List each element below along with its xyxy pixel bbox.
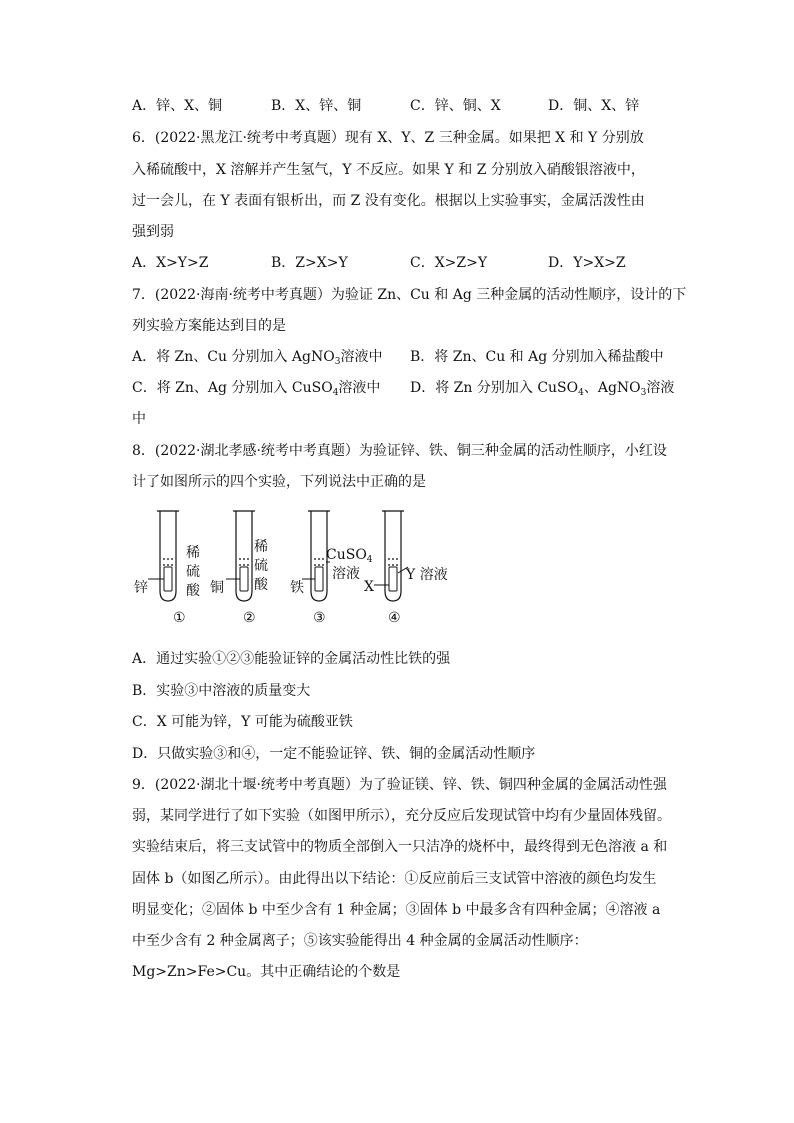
- tube-1-metal-label: 锌: [134, 580, 148, 596]
- test-tube-1: [148, 511, 179, 601]
- q7-options-row-2: [132, 378, 675, 398]
- tube-2-solution-label-2: 硫: [254, 558, 268, 574]
- q5-option-b: B．X、锌、铜: [271, 98, 362, 114]
- q7-option-b: B．将 Zn、Cu 和 Ag 分别加入稀盐酸中: [410, 349, 664, 365]
- q6-stem-line-3: 过一会儿，在 Y 表面有银析出，而 Z 没有变化。根据以上实验事实，金属活泼性由: [132, 193, 645, 209]
- q5-option-d: D．铜、X、锌: [548, 98, 640, 114]
- tube-1-number: ①: [173, 610, 186, 626]
- q8-option-b: B．实验③中溶液的质量变大: [132, 683, 311, 699]
- q5-option-c: C．锌、铜、X: [410, 98, 501, 114]
- q6-stem-line-1: 6．(2022·黑龙江·统考中考真题）现有 X、Y、Z 三种金属。如果把 X 和 Y 分别放: [132, 130, 644, 146]
- q7-stem-line-1: 7．(2022·海南·统考中考真题）为验证 Zn、Cu 和 Ag 三种金属的活动性顺序，设计的下: [132, 287, 687, 303]
- q7-option-d-continuation: 中: [132, 411, 146, 427]
- tube-2-solution-label-1: 稀: [254, 539, 268, 555]
- tube-3-solution-label-1: CuSO$_4$: [326, 547, 373, 565]
- q7-stem-line-2: 列实验方案能达到目的是: [132, 318, 286, 334]
- q8-option-d: D．只做实验③和④，一定不能验证锌、铁、铜的金属活动性顺序: [132, 746, 536, 762]
- tube-2-metal-label: 铜: [210, 580, 224, 596]
- q6-options: [132, 253, 672, 273]
- tube-1-solution-label-3: 酸: [186, 583, 200, 599]
- tube-4-solution-label: Y 溶液: [406, 567, 448, 583]
- tube-3-metal-label: 铁: [290, 580, 304, 596]
- tube-3-solution-label-2: 溶液: [332, 566, 360, 582]
- tube-4-number: ④: [388, 610, 401, 626]
- q8-stem-line-1: 8．(2022·湖北孝感·统考中考真题）为验证锌、铁、铜三种金属的活动性顺序，小红设: [132, 443, 667, 459]
- q7-option-c: C．将 Zn、Ag 分别加入 CuSO$_4$溶液中: [132, 380, 381, 398]
- q6-stem-line-2: 入稀硫酸中，X 溶解并产生氢气，Y 不反应。如果 Y 和 Z 分别放入硝酸银溶液中，: [132, 162, 645, 178]
- tube-2-number: ②: [243, 610, 256, 626]
- q8-stem-line-2: 计了如图所示的四个实验，下列说法中正确的是: [132, 474, 426, 490]
- q6-option-c: C．X>Z>Y: [410, 255, 488, 271]
- q9-stem-line-6: 中至少含有 2 种金属离子；⑤该实验能得出 4 种金属的金属活动性顺序：: [132, 933, 588, 949]
- test-tube-4: [374, 511, 408, 601]
- q9-stem-line-2: 弱，某同学进行了如下实验（如图甲所示），充分反应后发现试管中均有少量固体残留。: [132, 808, 671, 824]
- tube-4-metal-label: X: [364, 579, 374, 595]
- test-tube-2: [226, 511, 255, 601]
- q5-options: [132, 96, 672, 116]
- q8-option-a: A．通过实验①②③能验证锌的金属活动性比铁的强: [132, 651, 451, 667]
- q8-test-tube-figure: [130, 505, 460, 635]
- q8-option-c: C．X 可能为锌，Y 可能为硫酸亚铁: [132, 714, 353, 730]
- q5-option-a: A．锌、X、铜: [132, 98, 223, 114]
- q6-stem-line-4: 强到弱: [132, 224, 174, 240]
- tube-3-number: ③: [313, 610, 326, 626]
- q9-stem-line-7: Mg>Zn>Fe>Cu。其中正确结论的个数是: [132, 964, 401, 980]
- q6-option-d: D．Y>X>Z: [548, 255, 626, 271]
- q7-options-row-1: [132, 347, 672, 367]
- q7-option-d: D．将 Zn 分别加入 CuSO$_4$、AgNO$_3$溶液: [410, 380, 675, 398]
- tube-1-solution-label-2: 硫: [186, 564, 200, 580]
- q9-stem-line-1: 9．(2022·湖北十堰·统考中考真题）为了验证镁、锌、铁、铜四种金属的金属活动性强: [132, 777, 667, 793]
- tube-1-solution-label-1: 稀: [186, 545, 200, 561]
- q9-stem-line-3: 实验结束后，将三支试管中的物质全部倒入一只洁净的烧杯中，最终得到无色溶液 a 和: [132, 839, 668, 855]
- tube-2-solution-label-3: 酸: [254, 577, 268, 593]
- q7-option-a: A．将 Zn、Cu 分别加入 AgNO$_3$溶液中: [132, 349, 383, 367]
- q6-option-a: A．X>Y>Z: [132, 255, 209, 271]
- q9-stem-line-4: 固体 b（如图乙所示）。由此得出以下结论：①反应前后三支试管中溶液的颜色均发生: [132, 871, 657, 887]
- q6-option-b: B．Z>X>Y: [271, 255, 348, 271]
- q9-stem-line-5: 明显变化；②固体 b 中至少含有 1 种金属；③固体 b 中最多含有四种金属；④溶液 a: [132, 902, 661, 918]
